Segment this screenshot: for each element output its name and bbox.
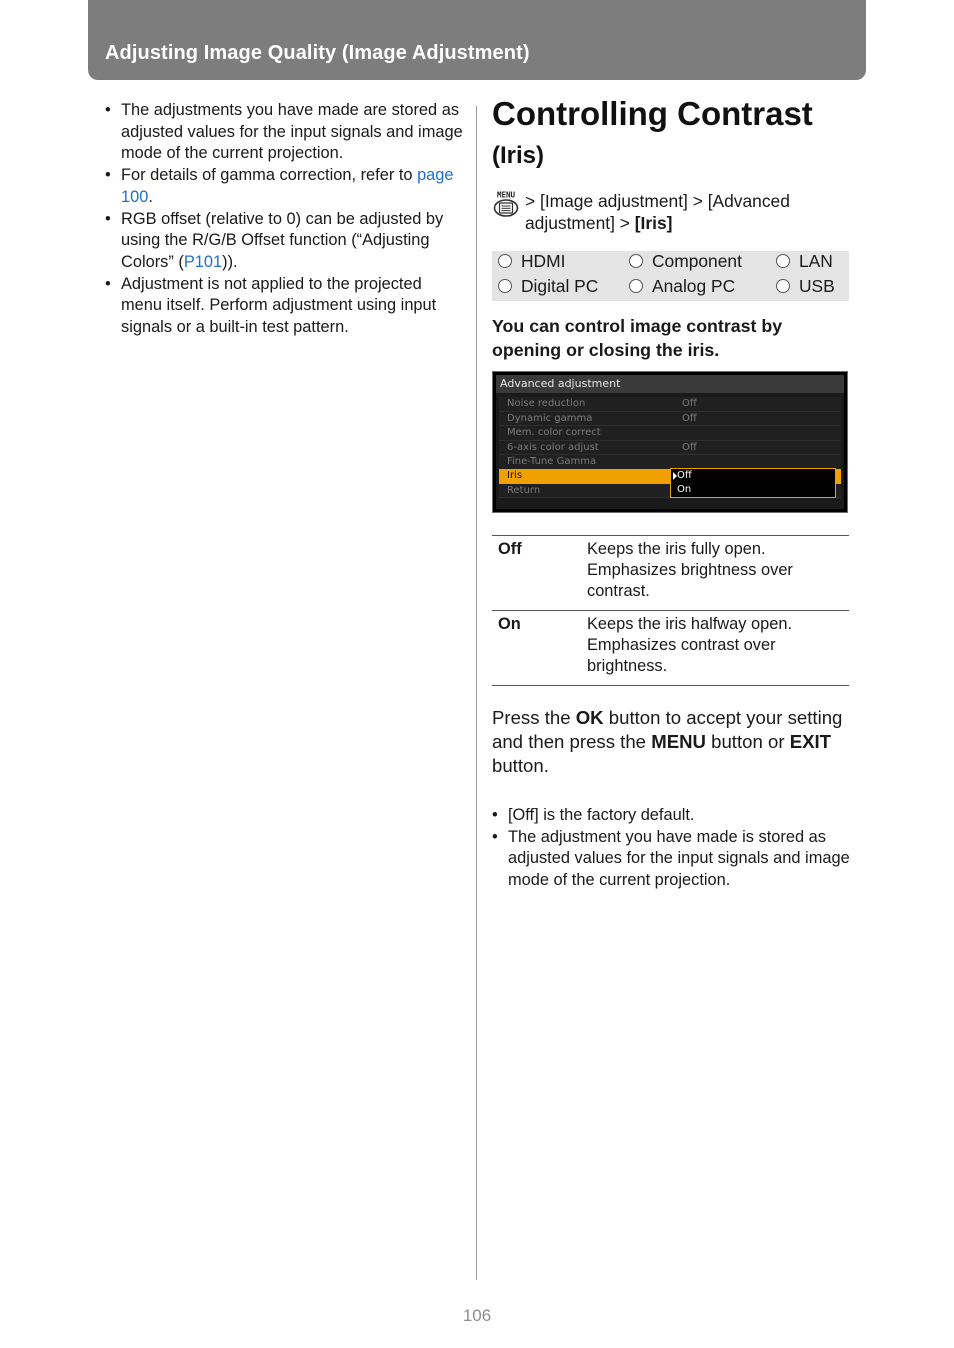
page-subtitle: (Iris) [492, 142, 545, 169]
menu-button-icon [492, 190, 520, 218]
input-analog-pc: Analog PC [629, 276, 735, 296]
input-lan: LAN [776, 251, 833, 271]
osd-row-dynamic-gamma: Dynamic gamma Off [499, 412, 841, 427]
section-header-bar [88, 0, 866, 80]
input-digital-pc: Digital PC [498, 276, 598, 296]
osd-iris-dropdown [670, 468, 836, 498]
option-description: Keeps the iris fully open. Emphasizes brightness over contrast. [581, 536, 849, 611]
osd-row-fine-tune-gamma: Fine-Tune Gamma [499, 455, 841, 470]
options-table [492, 535, 849, 686]
radio-circle-icon [629, 254, 643, 268]
osd-row-6-axis-color-adjust: 6-axis color adjust Off [499, 441, 841, 456]
osd-row-iris: Iris [499, 469, 841, 484]
menu-icon-label: MENU [496, 190, 516, 200]
osd-row-mem-color-correct: Mem. color correct [499, 426, 841, 441]
left-notes-list [105, 100, 465, 339]
p101-link[interactable]: P101 [183, 252, 223, 271]
input-usb: USB [776, 276, 835, 296]
table-row [492, 611, 849, 686]
option-description: Keeps the iris halfway open. Emphasizes contrast over brightness. [581, 611, 849, 686]
page-100-link[interactable]: page 100 [121, 166, 454, 206]
list-item: • For details of gamma correction, refer to page 100. [105, 165, 465, 208]
option-key: Off [492, 536, 581, 611]
page-title: Controlling Contrast [492, 95, 813, 132]
radio-circle-icon [776, 279, 790, 293]
section-title: Adjusting Image Quality (Image Adjustment) [105, 42, 530, 64]
osd-menu-title: Advanced adjustment [496, 375, 844, 393]
input-component: Component [629, 251, 742, 271]
right-notes-list [492, 805, 852, 892]
osd-menu-screenshot [492, 371, 848, 513]
menu-path [492, 190, 848, 238]
page-number: 106 [462, 1306, 492, 1325]
list-item: • RGB offset (relative to 0) can be adjusted by using the R/G/B Offset function (“Adjusting Colors” (P101)). [105, 209, 465, 274]
list-item: • The adjustment you have made is stored as adjusted values for the input signals and image mode of the current projection. [492, 827, 852, 892]
table-row [492, 536, 849, 611]
radio-circle-icon [776, 254, 790, 268]
press-instruction: Press the OK button to accept your setting and then press the MENU button or EXIT button. [492, 707, 843, 776]
input-signal-box [492, 251, 849, 301]
lead-text: You can control image contrast by opening or closing the iris. [492, 316, 783, 360]
osd-row-return: Return [499, 484, 841, 499]
list-item: • Adjustment is not applied to the projected menu itself. Perform adjustment using input signals or a built-in test pattern. [105, 274, 465, 339]
list-item: • The adjustments you have made are stored as adjusted values for the input signals and image mode of the current projection. [105, 100, 465, 165]
list-item: • [Off] is the factory default. [492, 805, 852, 827]
menu-path-text: > [Image adjustment] > [Advanced adjustment] > [Iris] [525, 191, 790, 233]
radio-circle-icon [498, 279, 512, 293]
osd-menu-panel [496, 375, 844, 509]
radio-circle-icon [498, 254, 512, 268]
radio-circle-icon [629, 279, 643, 293]
osd-option-on: On [677, 484, 692, 495]
option-key: On [492, 611, 581, 686]
input-hdmi: HDMI [498, 251, 565, 271]
column-divider [476, 106, 477, 1280]
osd-option-off: Off [677, 470, 692, 481]
osd-row-noise-reduction: Noise reduction Off [499, 397, 841, 412]
